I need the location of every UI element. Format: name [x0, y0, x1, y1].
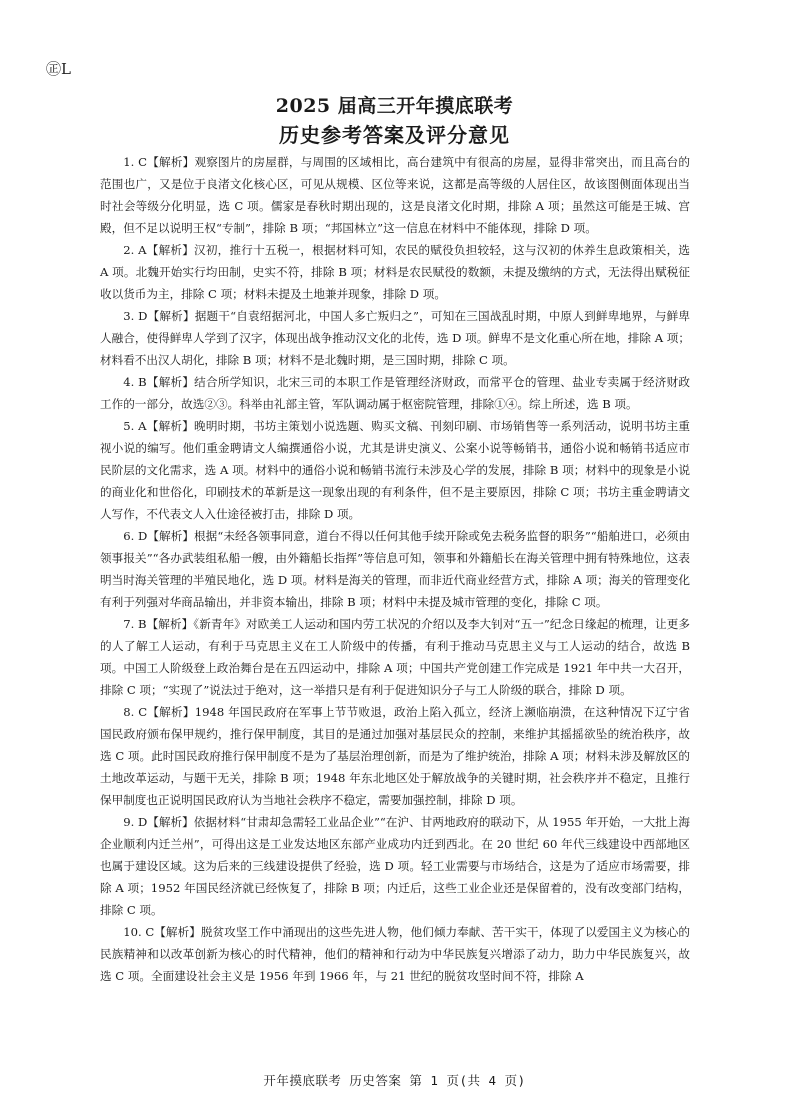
answer-item-7: 7. B【解析】《新青年》对欧美工人运动和国内劳工状况的介绍以及李大钊对“五一”纪念日缘起的梳理，让更多的人了解工人运动，有利于马克思主义在工人阶级中的传播，有利于推动马克思主义与工人运动的结合，故选 B 项。中国工人阶级登上政治舞台是在五四运动中，排除 A 项；中国共产党创建工作完成是 1921 年中共一大召开，排除 C 项；“实现了”说法过于绝对，这一举措只是有利于促进知识分子与工人阶级的联合，排除 D 项。 [100, 617, 690, 697]
document-subtitle: 历史参考答案及评分意见 [279, 123, 510, 147]
document-title: 2025 届高三开年摸底联考 [275, 95, 514, 117]
answer-item-10: 10. C【解析】脱贫攻坚工作中涌现出的这些先进人物，他们倾力奉献、苦干实干，体现了以爱国主义为核心的民族精神和以改革创新为核心的时代精神，他们的精神和行动为中华民族复兴增添了动力，助力中华民族复兴，故选 C 项。全面建设社会主义是 1956 年到 1966 年，与 21 世纪的脱贫攻坚时间不符，排除 A [100, 925, 690, 983]
page-footer: 开年摸底联考 历史答案 第 1 页(共 4 页) [263, 1073, 526, 1088]
answer-item-8: 8. C【解析】1948 年国民政府在军事上节节败退，政治上陷入孤立，经济上濒临崩溃，在这种情况下辽宁省国民政府颁布保甲规约，推行保甲制度，其目的是通过加强对基层民众的控制，来维护其摇摇欲坠的统治秩序，故选 C 项。此时国民政府推行保甲制度不是为了基层治理创新，而是为了维护统治，排除 A 项；材料未涉及解放区的土地改革运动，与题干无关，排除 B 项；1948 年东北地区处于解放战争的关键时期，社会秩序并不稳定，且推行保甲制度也正说明国民政府认为当地社会秩序不稳定，需要加强控制，排除 D 项。 [100, 705, 690, 807]
corner-mark: ㊣L [46, 60, 71, 78]
answer-item-9: 9. D【解析】依据材料“甘肃却急需轻工业品企业”“在沪、甘两地政府的联动下，从 1955 年开始，一大批上海企业顺利内迁兰州”，可得出这是工业发达地区东部产业成功内迁到西北。在 20 世纪 60 年代三线建设中西部地区也属于建设区域。这为后来的三线建设提供了经验，选 D 项。轻工业需要与市场结合，这是为了适应市场需要，排除 A 项；1952 年国民经济就已经恢复了，排除 B 项；内迁后，这些工业企业还是保留着的，没有改变部门结构，排除 C 项。 [100, 815, 690, 917]
answer-item-5: 5. A【解析】晚明时期，书坊主策划小说选题、购买文稿、刊刻印刷、市场销售等一系列活动，说明书坊主重视小说的编写。他们重金聘请文人编撰通俗小说，尤其是讲史演义、公案小说等畅销书，通俗小说和畅销书适应市民阶层的文化需求，选 A 项。材料中的通俗小说和畅销书流行未涉及心学的发展，排除 B 项；材料中的现象是小说的商业化和世俗化，印刷技术的革新是这一现象出现的有利条件，但不是主要原因，排除 C 项；书坊主重金聘请文人写作，不代表文人入仕途径被打击，排除 D 项。 [100, 419, 690, 521]
answer-item-1: 1. C【解析】观察图片的房屋群，与周围的区域相比，高台建筑中有很高的房屋，显得非常突出，而且高台的范围也广，又是位于良渚文化核心区，可见从规模、区位等来说，这都是高等级的人居住区，故该图侧面体现出当时社会等级分化明显，选 C 项。儒家是春秋时期出现的，这是良渚文化时期，排除 A 项；虽然这可能是王城、宫殿，但不足以说明王权“专制”，排除 B 项；“邦国林立”这一信息在材料中不能体现，排除 D 项。 [100, 155, 690, 235]
answer-item-6: 6. D【解析】根据“未经各领事同意，道台不得以任何其他手续开除或免去税务监督的职务”“船舶进口，必须由领事报关”“各办武装组私船一艘，由外籍船长指挥”等信息可知，领事和外籍船长在海关管理中拥有特殊地位，这表明当时海关管理的半殖民地化，选 D 项。材料是海关的管理，而非近代商业经营方式，排除 A 项；海关的管理变化有利于列强对华商品输出，并非资本输出，排除 B 项；材料中未提及城市管理的变化，排除 C 项。 [100, 529, 690, 609]
answer-item-3: 3. D【解析】据题干“自袁绍据河北，中国人多亡叛归之”，可知在三国战乱时期，中原人到鲜卑地界，与鲜卑人融合，使得鲜卑人学到了汉字，体现出战争推动汉文化的北传，选 D 项。鲜卑不是文化重心所在地，排除 A 项；材料看不出汉人胡化，排除 B 项；材料不是北魏时期，是三国时期，排除 C 项。 [100, 309, 690, 367]
answer-list [100, 151, 690, 987]
answer-item-4: 4. B【解析】结合所学知识，北宋三司的本职工作是管理经济财政，而常平仓的管理、盐业专卖属于经济财政工作的一部分，故选②③。科举由礼部主管，军队调动属于枢密院管理，排除①④。综上所述，选 B 项。 [100, 375, 690, 411]
answer-item-2: 2. A【解析】汉初，推行十五税一，根据材料可知，农民的赋役负担较轻，这与汉初的休养生息政策相关，选 A 项。北魏开始实行均田制，史实不符，排除 B 项；材料是农民赋役的数额，未提及缴纳的方式，无法得出赋税征收以货币为主，排除 C 项；材料未提及土地兼并现象，排除 D 项。 [100, 243, 690, 301]
